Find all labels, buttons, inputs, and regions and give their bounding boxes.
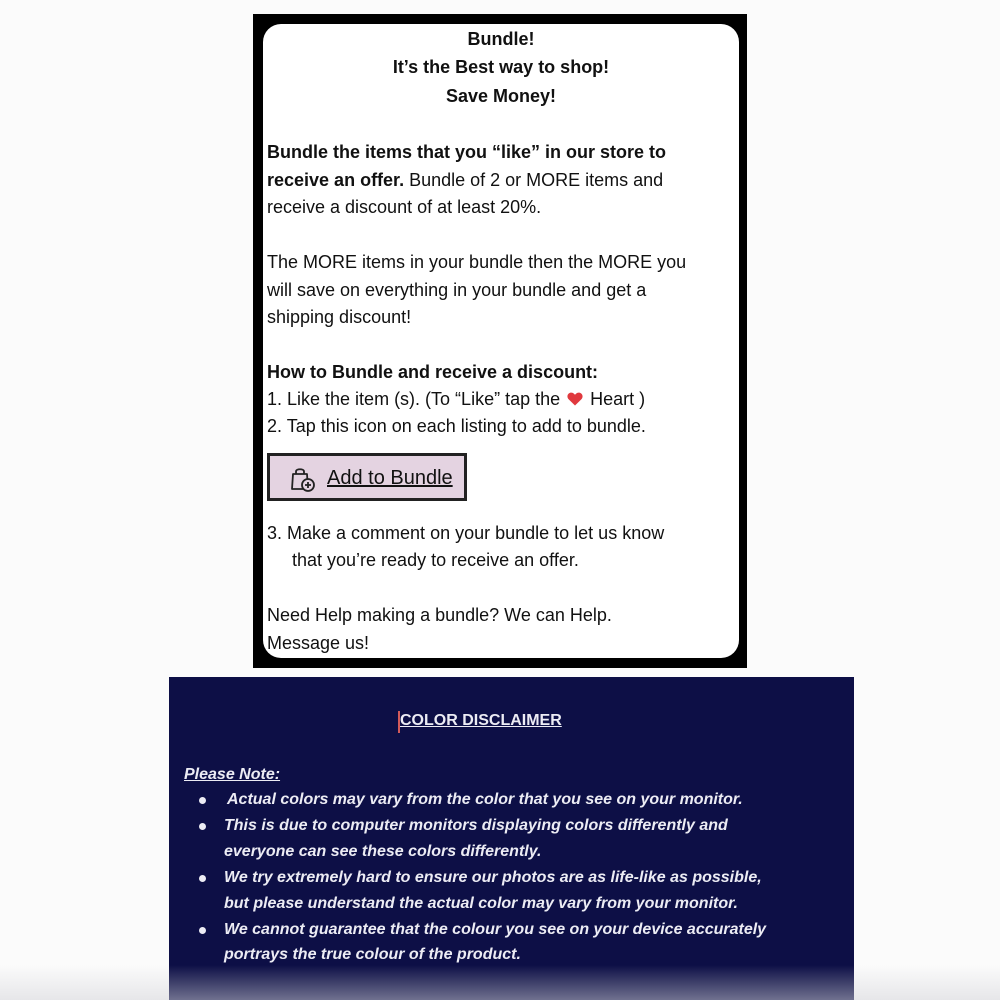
bullet-dot: [199, 797, 206, 804]
disclaimer-line-2: This is due to computer monitors displaying colors differently and: [224, 817, 728, 834]
bag-plus-icon: [288, 465, 316, 493]
add-to-bundle-button[interactable]: [267, 453, 467, 501]
bundle-tagline: Save Money!: [445, 86, 557, 106]
help-line-1: Need Help making a bundle? We can Help.: [267, 605, 612, 625]
help-line-2: Message us!: [267, 633, 370, 653]
intro-rest: Bundle of 2 or MORE items and: [404, 170, 664, 190]
intro-line-3: receive a discount of at least 20%.: [267, 197, 542, 217]
step-1-heart-label: Heart ): [590, 389, 646, 409]
add-to-bundle-label: Add to Bundle: [327, 467, 453, 489]
bundle-info-card: [263, 24, 739, 658]
disclaimer-note-heading: Please Note:: [184, 766, 281, 783]
intro-line-1: Bundle the items that you “like” in our store to: [267, 142, 667, 162]
bundle-title: Bundle!: [467, 29, 535, 49]
bundle-subtitle: It’s the Best way to shop!: [392, 57, 610, 77]
intro-bold-offer: receive an offer.: [267, 170, 405, 190]
more-line-1: The MORE items in your bundle then the MORE you: [267, 252, 687, 272]
step-1-text: 1. Like the item (s). (To “Like” tap the: [267, 389, 561, 409]
more-line-2: will save on everything in your bundle and get a: [267, 280, 647, 300]
how-heading: How to Bundle and receive a discount:: [267, 362, 599, 382]
disclaimer-line-1: Actual colors may vary from the color that you see on your monitor.: [227, 791, 743, 808]
disclaimer-line-5: but please understand the actual color may vary from your monitor.: [224, 895, 738, 912]
more-line-3: shipping discount!: [267, 307, 412, 327]
bullet-dot: [199, 875, 206, 882]
bullet-dot: [199, 823, 206, 830]
bullet-dot: [199, 927, 206, 934]
step-3-line-2: that you’re ready to receive an offer.: [292, 550, 579, 570]
disclaimer-line-7: portrays the true colour of the product.: [224, 946, 521, 963]
heart-icon: [567, 392, 583, 406]
disclaimer-line-6: We cannot guarantee that the colour you see on your device accurately: [224, 921, 767, 938]
disclaimer-line-4: We try extremely hard to ensure our photos are as life-like as possible,: [224, 869, 762, 886]
color-disclaimer-panel: [169, 677, 854, 1000]
intro-line-2: [267, 169, 663, 191]
disclaimer-title: COLOR DISCLAIMER: [400, 712, 562, 729]
step-1: [267, 388, 645, 410]
disclaimer-line-3: everyone can see these colors differently.: [224, 843, 542, 860]
step-2: 2. Tap this icon on each listing to add to bundle.: [267, 416, 646, 436]
step-3-line-1: 3. Make a comment on your bundle to let us know: [267, 523, 665, 543]
